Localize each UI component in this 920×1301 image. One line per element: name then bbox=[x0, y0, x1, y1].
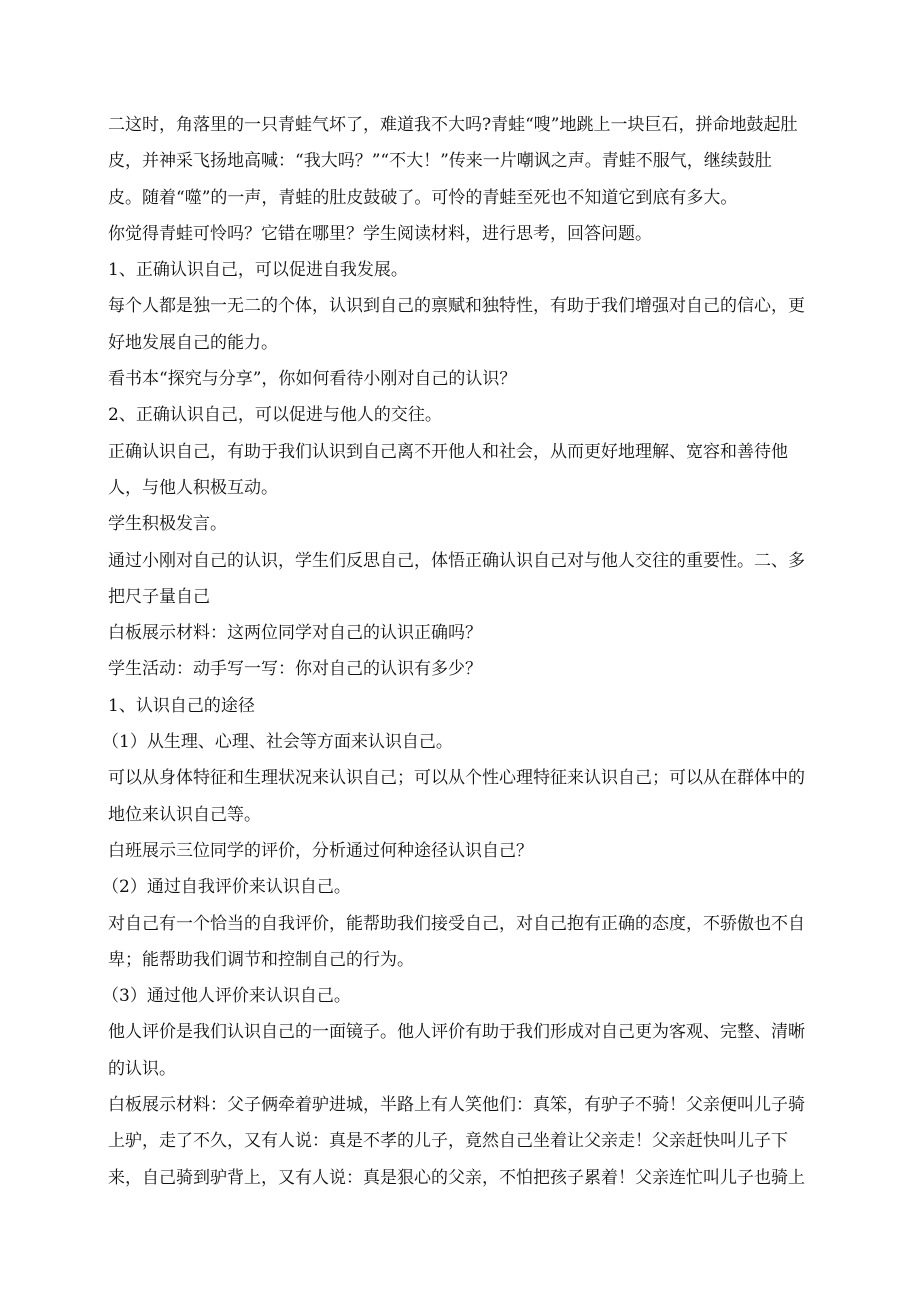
text-line: 人，与他人积极互动。 bbox=[108, 477, 278, 498]
text-line: 学生积极发言。 bbox=[108, 514, 227, 535]
text-line: 地位来认识自己等。 bbox=[108, 804, 261, 825]
text-line: 卑；能帮助我们调节和控制自己的行为。 bbox=[108, 949, 414, 970]
text-line: 的认识。 bbox=[108, 1058, 176, 1079]
text-line: 把尺子量自己 bbox=[108, 586, 210, 607]
subsection-heading: （1）从生理、心理、社会等方面来认识自己。 bbox=[102, 732, 453, 753]
text-line: 好地发展自己的能力。 bbox=[108, 332, 278, 353]
section-heading: 2、正确认识自己，可以促进与他人的交往。 bbox=[108, 405, 442, 426]
subsection-heading: （3）通过他人评价来认识自己。 bbox=[102, 986, 351, 1007]
text-line: 你觉得青蛙可怜吗？它错在哪里？学生阅读材料，进行思考，回答问题。 bbox=[108, 223, 652, 244]
text-line: 上驴，走了不久，又有人说：真是不孝的儿子，竟然自己坐着让父亲走！父亲赶快叫儿子下 bbox=[108, 1131, 788, 1152]
text-line: 看书本“探究与分享”，你如何看待小刚对自己的认识？ bbox=[108, 369, 517, 390]
text-line: 学生活动：动手写一写：你对自己的认识有多少？ bbox=[108, 659, 482, 680]
text-line: 每个人都是独一无二的个体，认识到自己的禀赋和独特性，有助于我们增强对自己的信心，更 bbox=[108, 296, 805, 317]
text-line: 来，自己骑到驴背上，又有人说：真是狠心的父亲，不怕把孩子累着！父亲连忙叫儿子也骑上 bbox=[108, 1167, 805, 1188]
text-line: 二这时，角落里的一只青蛙气坏了，难道我不大吗?青蛙“嗖”地跳上一块巨石，拼命地鼓起肚 bbox=[108, 115, 798, 135]
text-line: 可以从身体特征和生理状况来认识自己；可以从个性心理特征来认识自己；可以从在群体中的 bbox=[108, 768, 805, 789]
text-line: 对自己有一个恰当的自我评价，能帮助我们接受自己，对自己抱有正确的态度，不骄傲也不自 bbox=[108, 913, 805, 934]
text-line: 正确认识自己，有助于我们认识到自己离不开他人和社会，从而更好地理解、宽容和善待他 bbox=[108, 441, 788, 462]
text-line: 通过小刚对自己的认识，学生们反思自己，体悟正确认识自己对与他人交往的重要性。二、多 bbox=[108, 550, 805, 571]
text-line: 白班展示三位同学的评价，分析通过何种途径认识自己？ bbox=[108, 840, 533, 861]
text-line: 白板展示材料：这两位同学对自己的认识正确吗？ bbox=[108, 623, 482, 644]
text-line: 皮。随着“噬”的一声，青蛙的肚皮鼓破了。可怜的青蛙至死也不知道它到底有多大。 bbox=[108, 187, 738, 208]
document-body bbox=[102, 107, 808, 1196]
subsection-heading: （2）通过自我评价来认识自己。 bbox=[102, 877, 351, 898]
text-line: 他人评价是我们认识自己的一面镜子。他人评价有助于我们形成对自己更为客观、完整、清晰 bbox=[108, 1022, 805, 1043]
section-heading: 1、认识自己的途径 bbox=[108, 695, 255, 716]
text-line: 白板展示材料：父子俩牵着驴进城，半路上有人笑他们：真笨，有驴子不骑！父亲便叫儿子骑 bbox=[108, 1095, 805, 1116]
text-line: 皮，并神采飞扬地高喊：“我大吗？”“不大！”传来一片嘲讽之声。青蛙不服气，继续鼓肚 bbox=[108, 151, 772, 172]
section-heading: 1、正确认识自己，可以促进自我发展。 bbox=[108, 260, 408, 281]
